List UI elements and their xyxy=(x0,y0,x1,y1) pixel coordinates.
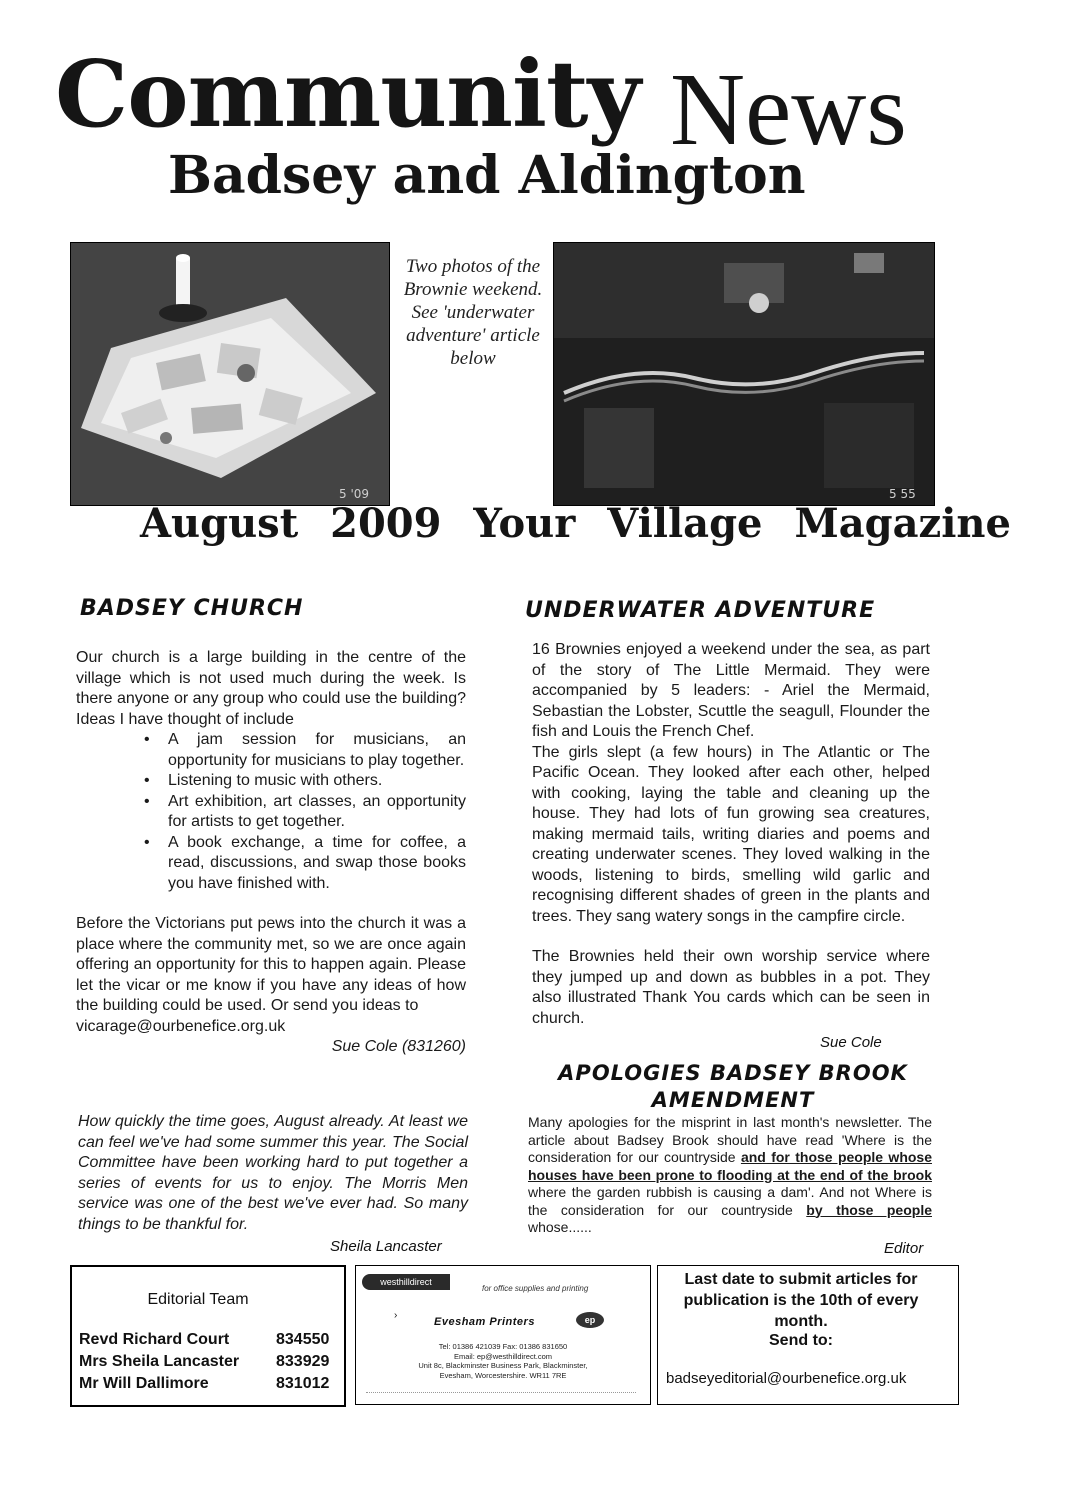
apologies-heading-line1: APOLOGIES BADSEY BROOK xyxy=(558,1061,908,1085)
masthead-news: News xyxy=(670,52,907,167)
chevron-right-icon: › xyxy=(394,1310,398,1321)
underwater-signature: Sue Cole xyxy=(820,1034,882,1051)
apologies-text2: where the garden rubbish is causing a dam'. And not Where is the consideration for our countryside xyxy=(528,1184,932,1218)
printer-slogan: for office supplies and printing xyxy=(482,1284,589,1293)
apologies-misprint: by those people xyxy=(806,1201,932,1218)
deadline-email[interactable]: badseyeditorial@ourbenefice.org.uk xyxy=(666,1370,907,1387)
apologies-heading xyxy=(528,1060,938,1114)
editorial-member-name: Mr Will Dallimore xyxy=(79,1375,209,1392)
apologies-text1: Many apologies for the misprint in last month's newsletter. The article about Badsey Brook should have read 'Where is the consideration for our countryside xyxy=(528,1114,932,1165)
editorial-member-name: Mrs Sheila Lancaster xyxy=(79,1353,240,1370)
underwater-article xyxy=(532,640,930,1029)
underwater-para1: 16 Brownies enjoyed a weekend under the sea, as part of the story of The Little Mermaid. They were accompanied by 5 leaders: - Ariel the Mermaid, Sebastian the Lobster, Scuttle the seagull, Flounder the fish and Louis the French Chef. xyxy=(532,641,930,740)
masthead-community: Community xyxy=(55,40,640,148)
tagline-month: August xyxy=(140,500,299,547)
editorial-member-phone: 831012 xyxy=(276,1375,330,1392)
printer-email: Email: ep@westhilldirect.com xyxy=(453,1351,553,1361)
tagline-year: 2009 xyxy=(330,500,442,547)
printer-address1: Unit 8c, Blackminster Business Park, Blackminster, xyxy=(418,1361,588,1370)
church-idea-item: • A book exchange, a time for coffee, a read, discussions, and swap those books you have finished with. xyxy=(168,833,466,895)
editorial-member-phone: 834550 xyxy=(276,1331,330,1348)
church-intro: Our church is a large building in the centre of the village which is not used much during the week. Is there anyone or any group who could use the building? Ideas I have thought of include xyxy=(76,649,466,728)
masthead-place: Badsey and Aldington xyxy=(168,145,806,206)
church-ideas-list xyxy=(76,730,466,894)
church-para2: Before the Victorians put pews into the church it was a place where the community met, so we are once again offering an opportunity for this to happen again. Please let the vicar or me know if you have any ideas of how the building could be used. Or send you ideas to xyxy=(76,915,466,1014)
tagline-village: Village xyxy=(607,500,763,547)
church-email: vicarage@ourbenefice.org.uk xyxy=(76,1017,286,1035)
apologies-article xyxy=(528,1114,932,1237)
editorial-member-name: Revd Richard Court xyxy=(79,1331,230,1348)
tagline-magazine: Magazine xyxy=(794,500,1011,547)
printer-tel: Tel: 01386 421039 Fax: 01386 831650 xyxy=(438,1342,568,1351)
photo-left-stamp: 5 '09 xyxy=(339,487,370,501)
editorial-team-title: Editorial Team xyxy=(147,1291,249,1308)
editorial-member-row xyxy=(79,1331,341,1349)
church-idea-item: • Listening to music with others. xyxy=(168,771,466,792)
brownie-photo-right xyxy=(553,242,935,506)
editorial-member-row xyxy=(79,1375,341,1393)
social-article xyxy=(78,1112,468,1235)
deadline-text: Last date to submit articles for publication is the 10th of every month. xyxy=(683,1271,919,1330)
deadline-send-to: Send to: xyxy=(769,1332,833,1349)
photo-left-image xyxy=(71,243,389,505)
printer-badge: ep xyxy=(576,1312,604,1328)
editorial-member-phone: 833929 xyxy=(276,1353,330,1370)
photo-caption: Two photos of the Brownie weekend. See 'underwater adventure' article below xyxy=(403,256,543,369)
underwater-para3: The Brownies held their own worship service where they jumped up and down as bubbles in a pot. They also illustrated Thank You cards which can be seen in church. xyxy=(532,948,930,1027)
underwater-heading: UNDERWATER ADVENTURE xyxy=(525,598,876,623)
photo-right-image xyxy=(554,243,934,505)
church-signature: Sue Cole (831260) xyxy=(331,1038,466,1055)
apologies-correction: and for those people whose houses have been prone to flooding at the end of the brook xyxy=(528,1149,932,1183)
church-heading: BADSEY CHURCH xyxy=(80,596,304,621)
printer-name: Evesham Printers xyxy=(434,1316,535,1328)
printer-address2: Evesham, Worcestershire. WR11 7RE xyxy=(439,1370,567,1380)
apologies-heading-line2: AMENDMENT xyxy=(651,1088,815,1112)
tagline-your: Your xyxy=(473,500,576,547)
photo-right-stamp: 5 55 xyxy=(889,487,916,501)
brownie-photo-left xyxy=(70,242,390,506)
editorial-team-box xyxy=(70,1265,346,1407)
deadline-box xyxy=(657,1265,959,1405)
social-text: How quickly the time goes, August already. At least we can feel we've had some summer this year. The Social Committee have been working hard to put together a series of events for us to enjoy. The Morris Men service was one of the best we've ever had. So many things to be thankful for. xyxy=(78,1113,468,1233)
tagline xyxy=(140,500,1011,547)
printer-ad xyxy=(355,1265,651,1405)
printer-logo: westhilldirect xyxy=(362,1274,450,1290)
apologies-text3: whose...... xyxy=(528,1219,592,1235)
social-signature: Sheila Lancaster xyxy=(330,1238,442,1255)
printer-contact xyxy=(366,1342,640,1380)
editorial-member-row xyxy=(79,1353,341,1371)
underwater-para2: The girls slept (a few hours) in The Atlantic or The Pacific Ocean. They looked after each other, helped with cooking, laying the table and cleaning up the house. They had lots of fun growing sea creatures, making mermaid tails, writing diaries and poems and creating underwater scenes. They loved walking in the woods, listening to birds, smelling wild garlic and recognising different shades of green in the plants and trees. They sang watery songs in the campfire circle. xyxy=(532,743,930,925)
church-article xyxy=(76,648,466,1058)
apologies-signature: Editor xyxy=(884,1240,924,1257)
printer-fine-print-divider xyxy=(366,1392,636,1393)
church-idea-item: • Art exhibition, art classes, an opportunity for artists to get together. xyxy=(168,792,466,833)
church-idea-item: • A jam session for musicians, an opportunity for musicians to play together. xyxy=(168,730,466,771)
